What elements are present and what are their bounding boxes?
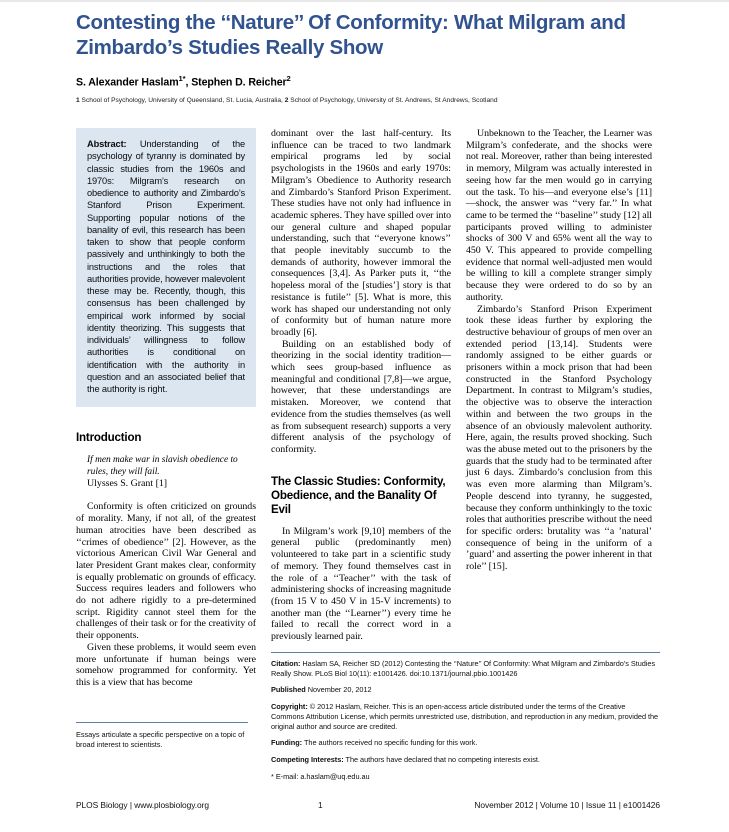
abstract-box	[76, 128, 256, 407]
footer-issue-info: November 2012 | Volume 10 | Issue 11 | e1001426	[474, 800, 660, 810]
page-title: Contesting the ‘‘Nature’’ Of Conformity: What Milgram and Zimbardo’s Studies Really Show	[76, 11, 626, 59]
corresponding-email[interactable]: * E-mail: a.haslam@uq.edu.au	[271, 771, 370, 781]
column-2	[271, 128, 451, 643]
author-1-affiliation-marker: 1*	[178, 74, 186, 83]
paragraph-3: Building on an established body of theorizing in the social identity tradition—which sees group-based influence as meaningful and conditional [7,8]—we argue, however, that these understandings are mistaken. Moreover, we contend that evidence from the studies themselves (as well as from subsequent research) supports a very different analysis of the psychology of conformity.	[271, 338, 451, 455]
paragraph-2-continued: dominant over the last half-century. Its influence can be traced to two landmark empirical programs led by social psychologists in the 1960s and early 1970s: Milgram’s Obedience to Authority research and Zimbardo’s Stanford Prison Experiment. These studies have not only had influence in academic spheres. They have spilled over into our general culture and shaped popular understanding, such that ‘‘everyone knows’’ that people inevitably succumb to the demands of authority, however immoral the consequences [3,4]. As Parker puts it, ‘‘the hopeless moral of the [studies’] story is that resistance is futile’’ [5]. What is more, this work has shaped our understanding not only of conformity but of human nature more broadly [6].	[271, 128, 451, 338]
author-1-name: S. Alexander Haslam	[76, 76, 179, 89]
published-label: Published	[271, 685, 306, 695]
paragraph-1: Conformity is often criticized on grounds of morality. Many, if not all, of the greatest human atrocities have been described as ‘‘crimes of obedience’’ [2]. However, as the victorious American Civil War General and later President Grant makes clear, conformity is equally problematic on grounds of efficacy. Success requires leaders and followers who do not adhere rigidly to a pre-determined script. Rigidity cannot steel them for the challenges of their task or for the creativity of their opponents.	[76, 501, 256, 642]
competing-interests-line	[271, 755, 660, 765]
footer-page-number: 1	[318, 800, 323, 810]
published-text: November 20, 2012	[305, 685, 372, 695]
abstract-label: Abstract:	[87, 139, 127, 149]
affiliation-1-marker: 1	[76, 96, 80, 104]
citation-text: Haslam SA, Reicher SD (2012) Contesting the ‘‘Nature’’ Of Conformity: What Milgram and Zimbardo’s Studies Really Show. PLoS Biol 10(11): e1001426. doi:10.1371/journal.pbio.1001426	[271, 659, 656, 678]
column-3	[466, 128, 652, 573]
article-header	[76, 0, 660, 104]
copyright-line	[271, 702, 660, 731]
abstract-body: Understanding of the psychology of tyranny is dominated by classic studies from the 1960s and 1970s: Milgram’s research on obedience to authority and Zimbardo’s Stanford Prison Experiment. Supporting popular notions of the banality of evil, this research has been taken to show that people conform passively and unthinkingly to both the instructions and the roles that authorities provide, however malevolent these may be. Recently, though, this consensus has been challenged by empirical work informed by social identity theorizing. This suggests that individuals’ willingness to follow authorities is conditional on identification with the authority in question and an associated belief that the authority is right.	[87, 139, 245, 394]
footer-journal-url[interactable]: PLOS Biology | www.plosbiology.org	[76, 800, 209, 810]
copyright-text: © 2012 Haslam, Reicher. This is an open-access article distributed under the terms of the Creative Commons Attribution License, which permits unrestricted use, distribution, and reproduction in any medium, provided the original author and source are credited.	[271, 702, 659, 731]
essay-footnote	[76, 722, 256, 749]
published-line	[271, 685, 660, 695]
author-separator: ,	[185, 76, 192, 89]
epigraph-quote	[87, 455, 256, 490]
competing-interests-text: The authors have declared that no competing interests exist.	[343, 754, 540, 764]
section-heading-introduction: Introduction	[76, 431, 142, 445]
funding-line	[271, 738, 660, 748]
author-2-name: Stephen D. Reicher	[191, 76, 287, 89]
quote-attribution: Ulysses S. Grant [1]	[87, 478, 168, 490]
article-columns	[76, 128, 660, 688]
affiliations	[76, 97, 660, 104]
article-metadata	[271, 652, 660, 788]
competing-interests-label: Competing Interests:	[271, 754, 344, 764]
author-list	[76, 74, 660, 89]
footnote-divider-top	[76, 722, 248, 723]
classic-studies-heading-line-1: The Classic Studies: Conformity,	[271, 474, 446, 488]
affiliation-2-text: School of Psychology, University of St. Andrews, St Andrews, Scotland	[288, 96, 498, 104]
citation-line	[271, 659, 660, 678]
paragraph-5: Unbeknown to the Teacher, the Learner was Milgram’s confederate, and the shocks were not real. Moreover, rather than being interested in memory, Milgram was actually interested in seeing how far the men would go in carrying out the task. To his—and everyone else’s [11]—shock, the answer was ‘‘very far.’’ In what came to be termed the ‘‘baseline’’ study [12] all participants proved willing to administer shocks of 300 V and 65% went all the way to 450 V. This appeared to provide compelling evidence that normal well-adjusted men would be willing to kill a complete stranger simply because they were ordered to do so by an authority.	[466, 128, 652, 303]
affiliation-1-text: School of Psychology, University of Queensland, St. Lucia, Australia,	[79, 96, 285, 104]
citation-label: Citation:	[271, 659, 301, 668]
paragraph-6: Zimbardo’s Stanford Prison Experiment took these ideas further by exploring the destructive behaviour of groups of men over an extended period [13,14]. Students were randomly assigned to be either guards or prisoners within a mock prison that had been constructed in the Stanford Psychology Department. In contrast to Milgram’s studies, the objective was to observe the interaction within and between the two groups in the absence of an obviously malevolent authority. Here, again, the results proved shocking. Such was the abuse meted out to the prisoners by the guards that the study had to be terminated after just 6 days. Zimbardo’s conclusion from this was even more alarming than Milgram’s. People descend into tyranny, he suggested, because they conform unthinkingly to the toxic roles that authorities prescribe without the need for specific orders: brutality was ‘‘a ’natural’ consequence of being in the uniform of a ’guard’ and asserting the power inherent in that role’’ [15].	[466, 303, 652, 573]
spacer	[76, 490, 256, 501]
funding-label: Funding:	[271, 738, 303, 748]
footnote-text: Essays articulate a specific perspective on a topic of broad interest to scientists.	[76, 730, 245, 749]
copyright-label: Copyright:	[271, 702, 308, 712]
affiliation-2-marker: 2	[284, 96, 289, 104]
paragraph-4: In Milgram’s work [9,10] members of the general public (predominantly men) volunteered to take part in a scientific study of memory. They found themselves cast in the role of a ‘‘Teacher’’ with the task of administering shocks of increasing magnitude (from 15 V to 450 V in 15-V increments) to another man (the ‘‘Learner’’) every time he failed to recall the correct word in a previously learned pair.	[271, 525, 451, 643]
classic-studies-heading-line-2: Obedience, and the Banality Of Evil	[271, 488, 437, 516]
paragraph-2-part-a: Given these problems, it would seem even more unfortunate if human beings were somehow programmed for conformity. Yet this is a view that has become	[76, 641, 256, 688]
quote-text: If men make war in slavish obedience to rules, they will fail.	[87, 455, 238, 477]
section-heading-classic-studies	[271, 475, 451, 517]
author-2-affiliation-marker: 2	[286, 74, 291, 83]
abstract-text	[87, 138, 245, 395]
metadata-divider	[271, 652, 660, 653]
funding-text: The authors received no specific funding for this work.	[302, 738, 478, 748]
column-1	[76, 128, 256, 689]
